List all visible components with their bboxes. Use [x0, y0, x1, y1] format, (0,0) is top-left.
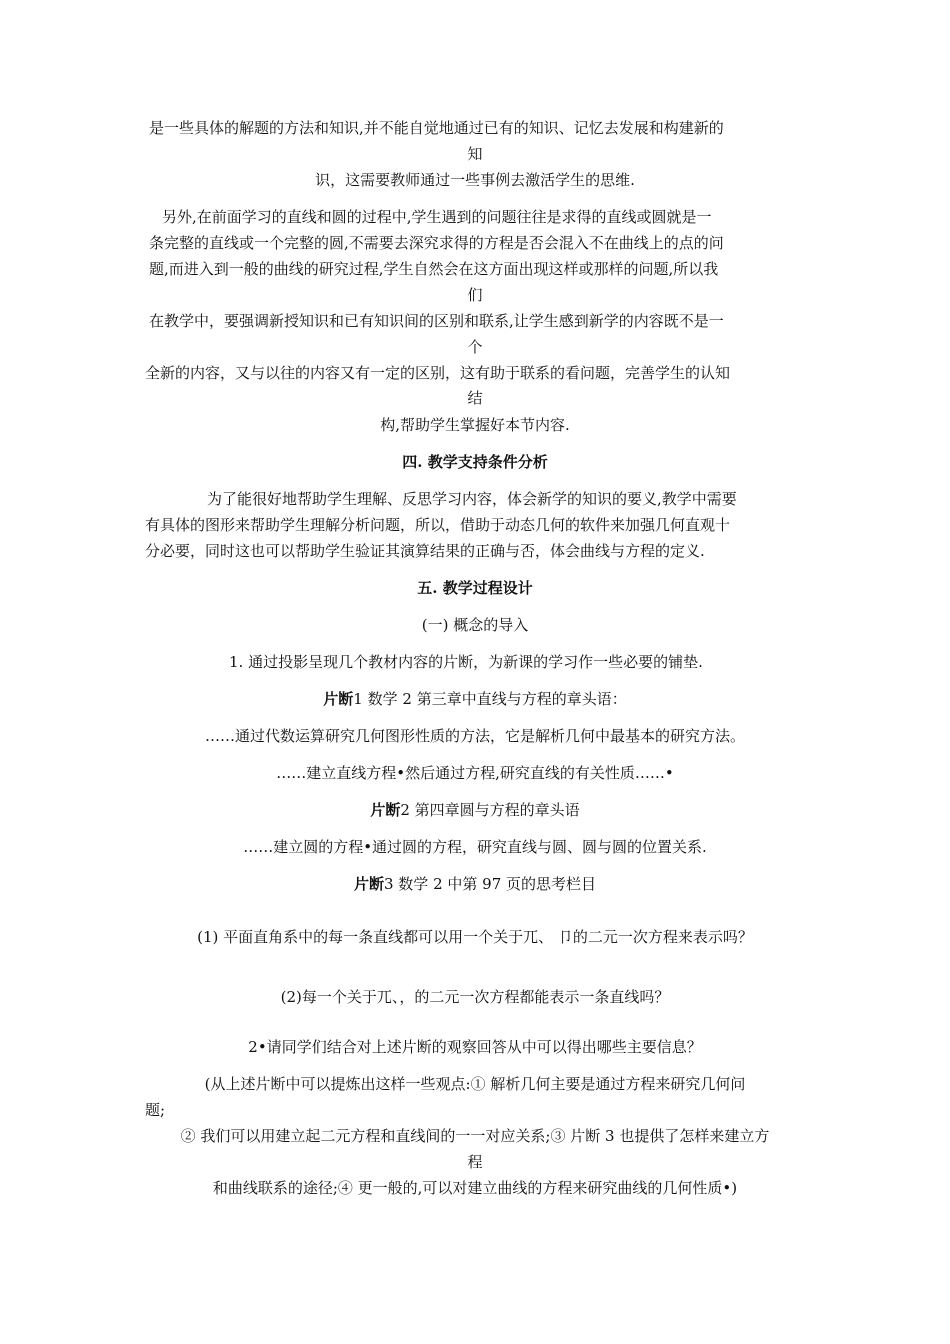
paragraph-line: 识，这需要教师通过一些事例去激活学生的思维. — [315, 171, 635, 189]
list-item: 1. 通过投影呈现几个教材内容的片断，为新课的学习作一些必要的铺垫. — [229, 653, 703, 671]
question-line: 2•请同学们结合对上述片断的观察回答从中可以得出哪些主要信息？ — [248, 1038, 702, 1056]
answer-line: 和曲线联系的途径;④ 更一般的,可以对建立曲线的方程来研究曲线的几何性质•) — [212, 1179, 738, 1197]
paragraph-line: 结 — [467, 389, 483, 407]
quote-line: ……建立直线方程•然后通过方程,研究直线的有关性质……• — [276, 764, 674, 782]
answer-line: 程 — [467, 1153, 483, 1171]
paragraph-line: 分必要，同时这也可以帮助学生验证其演算结果的正确与否，体会曲线与方程的定义. — [145, 542, 705, 560]
fragment-label-text: 1 数学 2 第三章中直线与方程的章头语： — [353, 690, 627, 708]
question-line: (2)每一个关于兀、，的二元一次方程都能表示一条直线吗？ — [280, 988, 670, 1006]
answer-line: 题; — [145, 1101, 166, 1119]
paragraph-line: 构,帮助学生掌握好本节内容. — [380, 416, 570, 434]
fragment-label — [0, 799, 950, 821]
paragraph-line: 条完整的直线或一个完整的圆,不需要去深究求得的方程是否会混入不在曲线上的点的问 — [149, 234, 724, 252]
fragment-label-prefix: 片断 — [323, 690, 354, 708]
question-line: (1) 平面直角系中的每一条直线都可以用一个关于兀、 卩的二元一次方程来表示吗？ — [197, 928, 753, 946]
fragment-label — [0, 873, 950, 895]
paragraph-line: 在教学中，要强调新授知识和已有知识间的区别和联系,让学生感到新学的内容既不是一 — [149, 312, 724, 330]
paragraph-line: 们 — [467, 286, 483, 304]
fragment-label-text: 2 第四章圆与方程的章头语 — [400, 801, 580, 819]
paragraph-line: 有具体的图形来帮助学生理解分析问题，所以，借助于动态几何的软件来加强几何直观十 — [145, 516, 731, 534]
fragment-label — [0, 688, 950, 710]
paragraph-line: 题,而进入到一般的曲线的研究过程,学生自然会在这方面出现这样或那样的问题,所以我 — [149, 260, 719, 278]
paragraph-line: 另外,在前面学习的直线和圆的过程中,学生遇到的问题往往是求得的直线或圆就是一 — [162, 208, 712, 226]
fragment-label-prefix: 片断 — [353, 875, 384, 893]
subsection-heading: (一) 概念的导入 — [421, 616, 529, 634]
fragment-label-text: 3 数学 2 中第 97 页的思考栏目 — [384, 875, 597, 893]
fragment-label-prefix: 片断 — [370, 801, 401, 819]
section-heading: 四. 教学支持条件分析 — [402, 453, 548, 471]
answer-line: (从上述片断中可以提炼出这样一些观点:① 解析几何主要是通过方程来研究几何问 — [204, 1075, 746, 1093]
paragraph-line: 知 — [467, 145, 483, 163]
paragraph-line: 为了能很好地帮助学生理解、反思学习内容，体会新学的知识的要义,教学中需要 — [207, 490, 737, 508]
paragraph-line: 是一些具体的解题的方法和知识,并不能自觉地通过已有的知识、记忆去发展和构建新的 — [149, 119, 724, 137]
paragraph-line: 个 — [467, 338, 483, 356]
quote-line: ……通过代数运算研究几何图形性质的方法，它是解析几何中最基本的研究方法。 — [204, 727, 745, 745]
section-heading: 五. 教学过程设计 — [417, 579, 533, 597]
answer-line: ② 我们可以用建立起二元方程和直线间的一一对应关系;③ 片断 3 也提供了怎样来建立方 — [180, 1127, 770, 1145]
paragraph-line: 全新的内容，又与以往的内容又有一定的区别，这有助于联系的看问题，完善学生的认知 — [145, 364, 731, 382]
quote-line: ……建立圆的方程•通过圆的方程，研究直线与圆、圆与圆的位置关系. — [243, 838, 707, 856]
